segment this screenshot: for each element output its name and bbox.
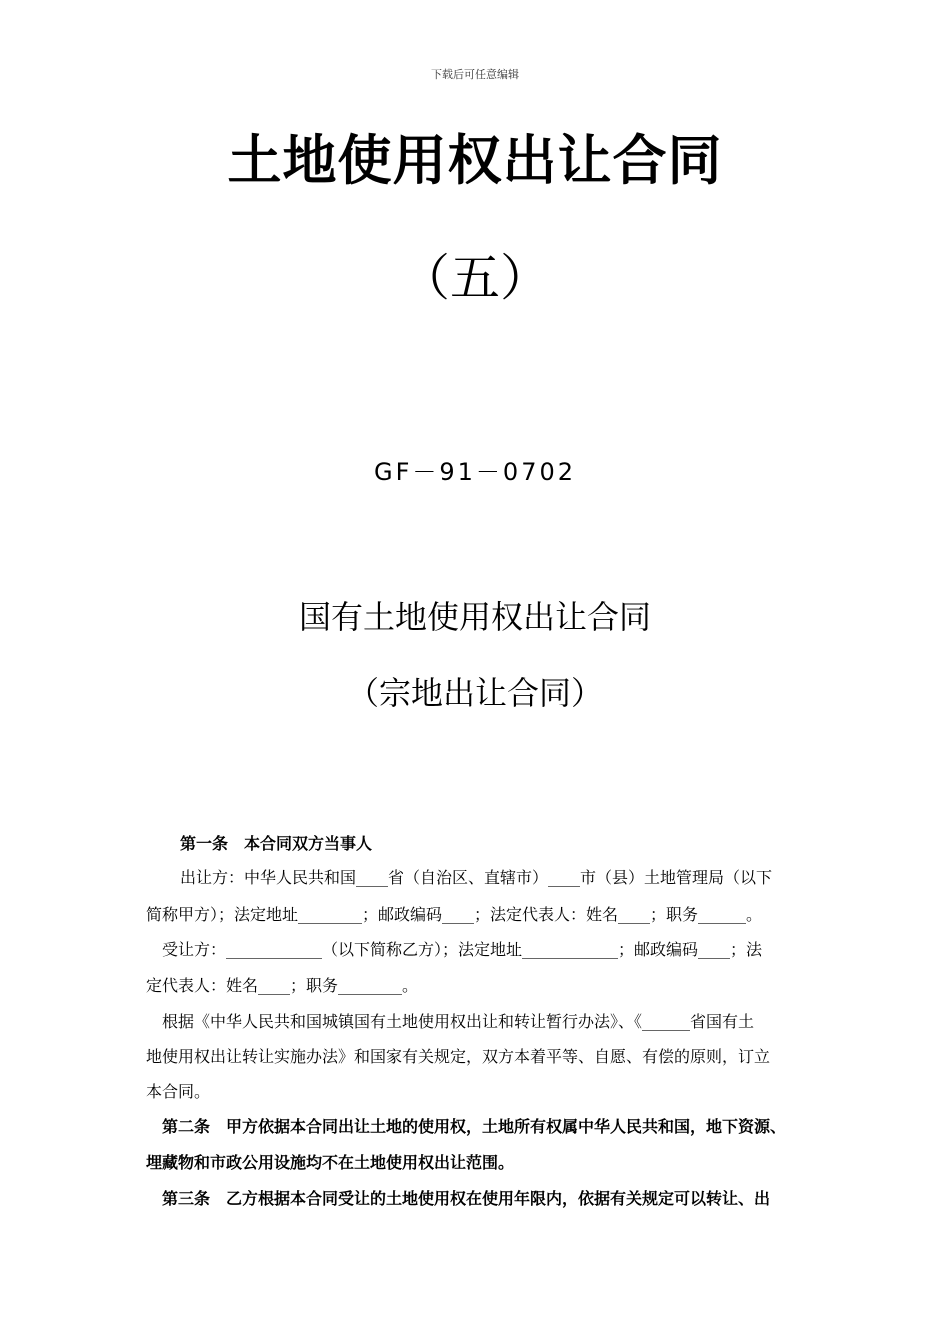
body-line: 根据《中华人民共和国城镇国有土地使用权出让和转让暂行办法》、《______省国有土 (162, 1012, 755, 1031)
body-line: 地使用权出让转让实施办法》和国家有关规定，双方本着平等、自愿、有偿的原则，订立 (146, 1047, 771, 1066)
body-line: 受让方：____________（以下简称乙方）；法定地址____________；邮政编码____；法 (162, 940, 763, 959)
body-line: 本合同。 (146, 1082, 211, 1101)
article-2-line: 第二条 甲方依据本合同出让土地的使用权，土地所有权属中华人民共和国，地下资源、 (162, 1117, 787, 1136)
document-title: 国有土地使用权出让合同 (298, 598, 651, 636)
main-title: 土地使用权出让合同 (227, 129, 723, 192)
contract-code: GF－91－0702 (373, 458, 577, 486)
body-line: 定代表人：姓名____；职务________。 (146, 976, 419, 995)
header-note: 下载后可任意编辑 (431, 68, 519, 81)
body-line: 出让方：中华人民共和国____省（自治区、直辖市）____市（县）土地管理局（以下 (180, 868, 773, 887)
article-1-heading: 第一条 本合同双方当事人 (180, 834, 373, 853)
main-subtitle: （五） (400, 249, 550, 307)
article-2-line: 埋藏物和市政公用设施均不在土地使用权出让范围。 (146, 1153, 515, 1172)
document-subtitle: （宗地出让合同） (346, 674, 603, 712)
article-3-line: 第三条 乙方根据本合同受让的土地使用权在使用年限内，依据有关规定可以转让、出 (162, 1189, 771, 1208)
body-line: 简称甲方）；法定地址________；邮政编码____；法定代表人：姓名____；职务______。 (146, 905, 763, 924)
